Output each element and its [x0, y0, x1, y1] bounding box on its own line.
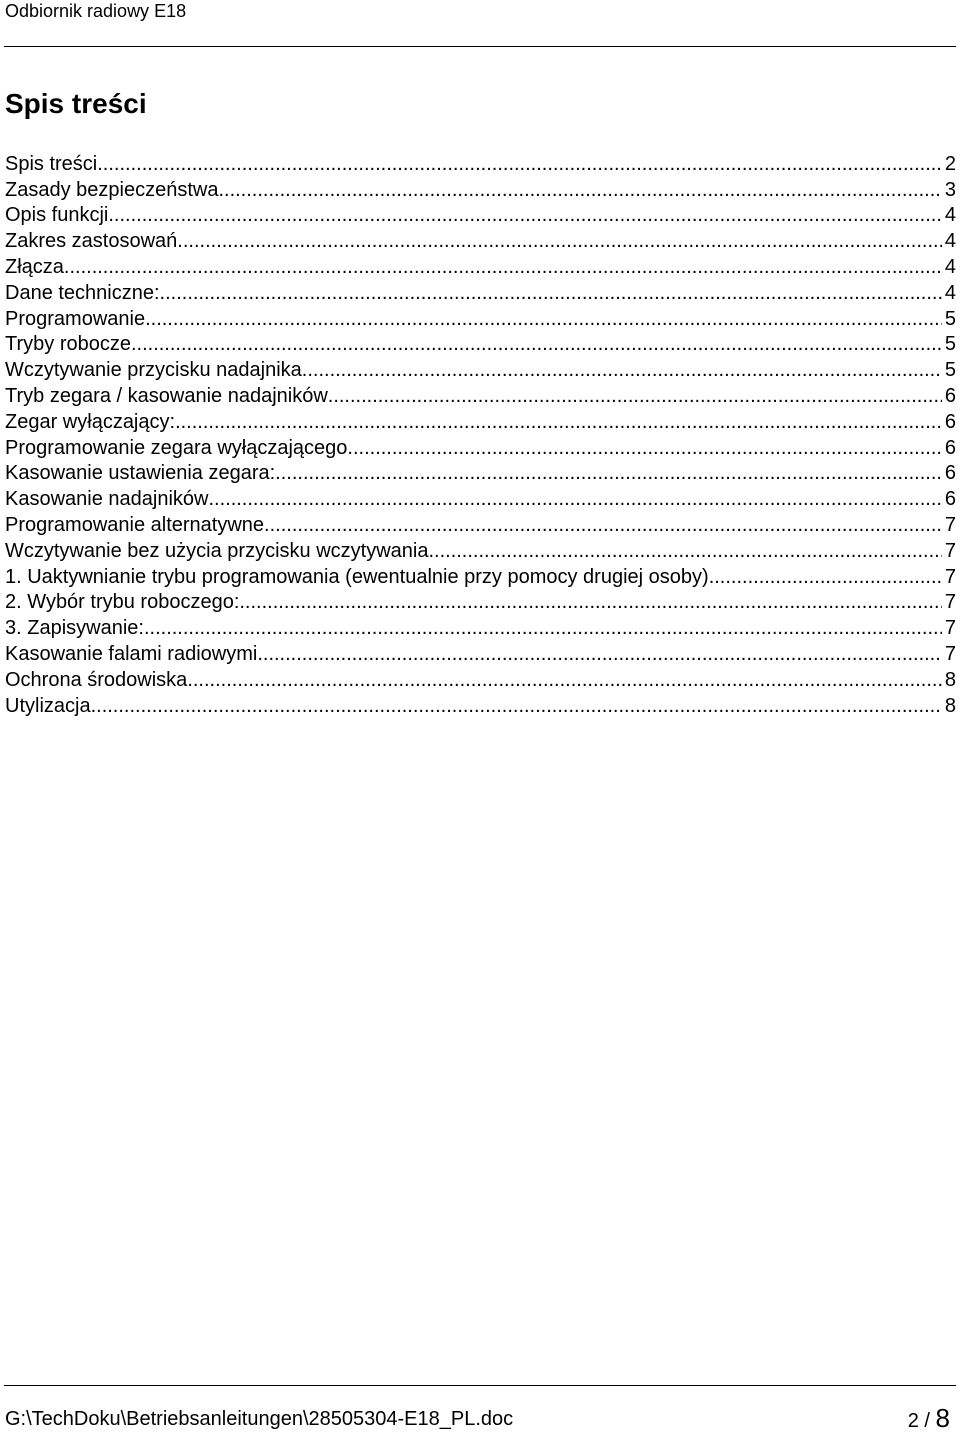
- toc-entry-page: 5: [944, 333, 956, 356]
- toc-entry-page: 2: [944, 152, 956, 175]
- toc-entry[interactable]: [5, 227, 956, 253]
- toc-entry[interactable]: [5, 666, 956, 692]
- page-header: [4, 0, 956, 47]
- dot-leader: [160, 281, 942, 305]
- toc-entry-title: 3. Zapisywanie:: [5, 617, 144, 640]
- toc-entry[interactable]: [5, 176, 956, 202]
- dot-leader: [328, 384, 942, 408]
- toc-entry-page: 7: [944, 617, 956, 640]
- toc-entry-page: 6: [944, 488, 956, 511]
- toc-entry-title: Dane techniczne:: [5, 281, 160, 304]
- toc-entry-title: Zegar wyłączający:: [5, 410, 176, 433]
- toc-entry-page: 5: [944, 359, 956, 382]
- toc-entry-title: Tryby robocze: [5, 333, 131, 356]
- toc-entry-title: Opis funkcji: [5, 204, 109, 227]
- toc-entry-page: 7: [944, 642, 956, 665]
- dot-leader: [91, 694, 942, 718]
- dot-leader: [275, 461, 942, 485]
- toc-entry-page: 8: [944, 668, 956, 691]
- page-number: [908, 1405, 950, 1434]
- dot-leader: [108, 203, 942, 227]
- toc-entry-title: Zakres zastosowań: [5, 230, 178, 253]
- toc-entry[interactable]: [5, 589, 956, 615]
- toc-entry-title: 2. Wybór trybu roboczego:: [5, 591, 240, 614]
- toc-entry[interactable]: [5, 202, 956, 228]
- dot-leader: [264, 513, 942, 537]
- toc-entry-title: Złącza: [5, 255, 64, 278]
- toc-entry[interactable]: [5, 460, 956, 486]
- toc-entry[interactable]: [5, 434, 956, 460]
- toc-entry[interactable]: [5, 614, 956, 640]
- table-of-contents: [5, 150, 956, 718]
- toc-entry-title: Tryb zegara / kasowanie nadajników: [5, 384, 328, 407]
- page-current: 2: [907, 1410, 919, 1432]
- dot-leader: [144, 616, 942, 640]
- dot-leader: [218, 178, 941, 202]
- toc-entry[interactable]: [5, 382, 956, 408]
- dot-leader: [347, 436, 941, 460]
- toc-entry-title: Ochrona środowiska: [5, 668, 188, 691]
- toc-entry[interactable]: [5, 331, 956, 357]
- page-total: 8: [935, 1403, 950, 1433]
- page-separator: /: [924, 1410, 930, 1432]
- toc-entry-page: 8: [944, 694, 956, 717]
- toc-entry-page: 5: [944, 307, 956, 330]
- page-footer: [4, 1385, 956, 1432]
- dot-leader: [97, 152, 942, 176]
- toc-entry[interactable]: [5, 563, 956, 589]
- toc-entry-title: Kasowanie nadajników: [5, 488, 209, 511]
- toc-entry[interactable]: [5, 356, 956, 382]
- dot-leader: [187, 668, 942, 692]
- toc-entry[interactable]: [5, 537, 956, 563]
- toc-entry-title: 1. Uaktywnianie trybu programowania (ewentualnie przy pomocy drugiej osoby): [5, 565, 709, 588]
- toc-entry-title: Spis treści: [5, 152, 98, 175]
- dot-leader: [257, 642, 942, 666]
- toc-entry-page: 6: [944, 384, 956, 407]
- toc-entry-title: Kasowanie ustawienia zegara:: [5, 462, 276, 485]
- dot-leader: [428, 539, 941, 563]
- toc-entry-page: 6: [944, 410, 956, 433]
- dot-leader: [239, 590, 942, 614]
- toc-entry[interactable]: [5, 640, 956, 666]
- dot-leader: [175, 410, 942, 434]
- dot-leader: [709, 565, 942, 589]
- toc-entry-page: 7: [944, 539, 956, 562]
- dot-leader: [208, 487, 941, 511]
- dot-leader: [302, 358, 942, 382]
- toc-heading: Spis treści: [5, 88, 147, 119]
- toc-entry-page: 6: [944, 436, 956, 459]
- toc-entry-page: 4: [944, 255, 956, 278]
- toc-entry-page: 3: [944, 178, 956, 201]
- dot-leader: [64, 255, 942, 279]
- toc-entry-title: Programowanie zegara wyłączającego: [5, 436, 348, 459]
- toc-entry-title: Utylizacja: [5, 694, 91, 717]
- toc-entry-page: 4: [944, 204, 956, 227]
- file-path: G:\TechDoku\Betriebsanleitungen\28505304-E18_PL.doc: [5, 1408, 514, 1430]
- dot-leader: [145, 307, 942, 331]
- toc-entry[interactable]: [5, 692, 956, 718]
- toc-entry[interactable]: [5, 408, 956, 434]
- toc-entry[interactable]: [5, 150, 956, 176]
- toc-entry-page: 4: [944, 230, 956, 253]
- dot-leader: [177, 229, 942, 253]
- toc-entry-title: Zasady bezpieczeństwa: [5, 178, 219, 201]
- dot-leader: [131, 332, 942, 356]
- toc-entry-title: Programowanie: [5, 307, 146, 330]
- toc-entry-page: 7: [944, 513, 956, 536]
- toc-entry[interactable]: [5, 305, 956, 331]
- toc-entry-title: Kasowanie falami radiowymi: [5, 642, 258, 665]
- toc-entry-page: 4: [944, 281, 956, 304]
- toc-entry-page: 7: [944, 591, 956, 614]
- document-title: Odbiornik radiowy E18: [5, 1, 187, 21]
- toc-entry[interactable]: [5, 279, 956, 305]
- toc-entry[interactable]: [5, 253, 956, 279]
- toc-entry-title: Programowanie alternatywne: [5, 513, 265, 536]
- toc-entry[interactable]: [5, 511, 956, 537]
- toc-entry-title: Wczytywanie bez użycia przycisku wczytywania: [5, 539, 429, 562]
- toc-entry-page: 6: [944, 462, 956, 485]
- toc-entry-title: Wczytywanie przycisku nadajnika: [5, 359, 302, 382]
- toc-entry-page: 7: [944, 565, 956, 588]
- toc-entry[interactable]: [5, 485, 956, 511]
